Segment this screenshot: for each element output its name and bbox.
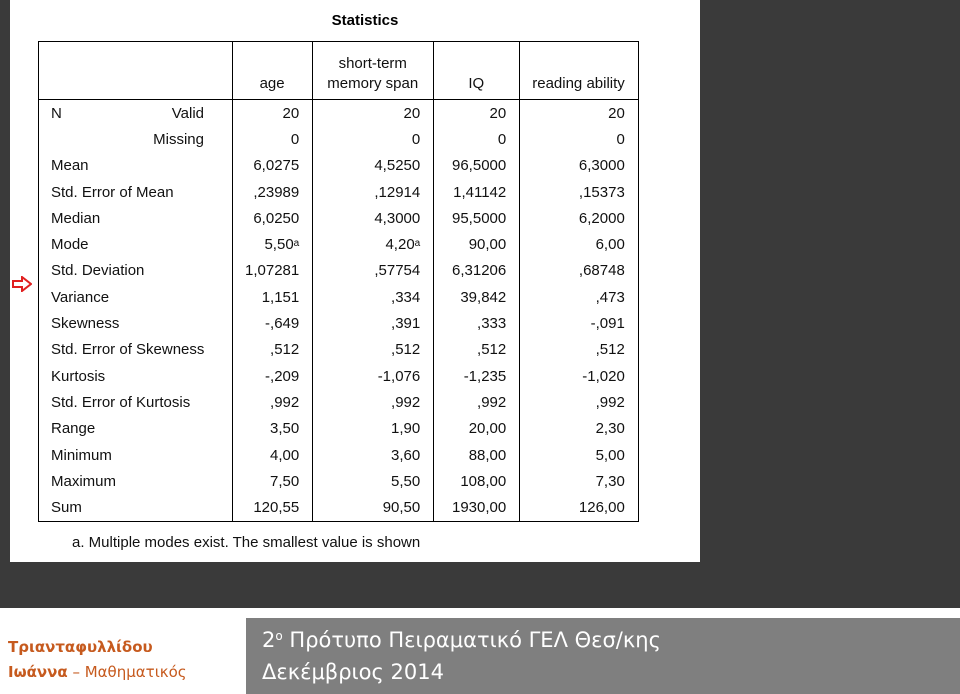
cell-value: 6,3000 <box>578 157 625 175</box>
cell-reading-ability <box>520 310 639 336</box>
table-row <box>39 468 639 494</box>
cell-age <box>233 416 313 442</box>
right-arrow-icon <box>12 276 32 292</box>
row-sublabel: Valid <box>129 100 233 127</box>
school-number: 2 <box>262 628 276 652</box>
cell-memory-span <box>313 258 434 284</box>
cell-value: 108,00 <box>460 472 507 490</box>
cell-reading-ability <box>520 126 639 152</box>
cell-reading-ability <box>520 337 639 363</box>
table-row <box>39 100 639 127</box>
cell-value: 7,50 <box>270 472 300 490</box>
row-label: Std. Error of Mean <box>39 179 233 205</box>
cell-value: 20 <box>403 104 421 122</box>
cell-reading-ability <box>520 363 639 389</box>
cell-value: ,391 <box>391 315 421 333</box>
cell-value: 5,00 <box>595 446 625 464</box>
cell-age <box>233 389 313 415</box>
cell-memory-span <box>313 284 434 310</box>
cell-iq <box>434 416 520 442</box>
cell-value: -,091 <box>590 315 625 333</box>
cell-memory-span <box>313 494 434 521</box>
row-label: Skewness <box>39 310 233 336</box>
table-row <box>39 337 639 363</box>
column-header-iq: IQ <box>434 42 520 100</box>
footer-bar <box>246 618 960 694</box>
author-name: Τριανταφυλλίδου <box>8 638 153 656</box>
footer-date: Δεκέμβριος 2014 <box>262 660 444 684</box>
cell-age <box>233 258 313 284</box>
table-row <box>39 389 639 415</box>
row-label: Maximum <box>39 468 233 494</box>
cell-value: 120,55 <box>253 499 300 517</box>
cell-reading-ability <box>520 258 639 284</box>
cell-value: 20 <box>489 104 507 122</box>
table-footnote: a. Multiple modes exist. The smallest value is shown <box>72 534 421 551</box>
table-row <box>39 205 639 231</box>
cell-value: 90,50 <box>382 499 421 517</box>
cell-memory-span <box>313 179 434 205</box>
cell-value: 0 <box>290 130 300 148</box>
table-body <box>39 100 639 522</box>
cell-value: 1,41142 <box>453 183 507 201</box>
cell-value: 6,00 <box>595 236 625 254</box>
row-label <box>39 126 130 152</box>
cell-iq <box>434 494 520 521</box>
cell-value: 95,5000 <box>452 209 507 227</box>
mode-footnote-marker: a <box>414 238 421 250</box>
cell-iq <box>434 337 520 363</box>
table-row <box>39 416 639 442</box>
row-label: Range <box>39 416 233 442</box>
cell-value: 39,842 <box>460 288 507 306</box>
cell-value: 0 <box>411 130 421 148</box>
cell-age <box>233 310 313 336</box>
table-row <box>39 442 639 468</box>
cell-age <box>233 468 313 494</box>
cell-age <box>233 231 313 257</box>
cell-value: ,334 <box>391 288 421 306</box>
row-sublabel: Missing <box>129 126 233 152</box>
table-row <box>39 310 639 336</box>
cell-value: -,209 <box>265 367 300 385</box>
mode-footnote-marker: a <box>293 238 300 250</box>
cell-memory-span <box>313 468 434 494</box>
cell-value: 6,31206 <box>452 262 507 280</box>
cell-age <box>233 284 313 310</box>
cell-iq <box>434 258 520 284</box>
cell-value: 4,5250 <box>374 157 421 175</box>
cell-memory-span <box>313 416 434 442</box>
cell-value: ,473 <box>595 288 625 306</box>
school-ordinal: ο <box>275 629 283 643</box>
cell-age <box>233 179 313 205</box>
cell-reading-ability <box>520 389 639 415</box>
cell-value: ,57754 <box>374 262 421 280</box>
statistics-table <box>38 41 639 522</box>
author-box <box>0 618 236 694</box>
table-title: Statistics <box>331 12 399 29</box>
cell-reading-ability <box>520 100 639 127</box>
table-row <box>39 231 639 257</box>
cell-value: 3,60 <box>391 446 421 464</box>
cell-age <box>233 126 313 152</box>
table-row <box>39 126 639 152</box>
cell-iq <box>434 179 520 205</box>
cell-iq <box>434 363 520 389</box>
author-first-name: Ιωάννα <box>8 663 68 681</box>
cell-reading-ability <box>520 284 639 310</box>
column-header-reading-ability: reading ability <box>520 42 639 100</box>
cell-value: 1930,00 <box>452 499 507 517</box>
cell-value: 126,00 <box>578 499 625 517</box>
cell-iq <box>434 389 520 415</box>
table-row <box>39 363 639 389</box>
cell-value: ,512 <box>477 341 507 359</box>
statistics-output-panel <box>10 0 700 562</box>
cell-memory-span <box>313 231 434 257</box>
cell-memory-span <box>313 126 434 152</box>
cell-value: -,649 <box>265 315 300 333</box>
cell-value: ,12914 <box>374 183 421 201</box>
cell-value: ,992 <box>595 393 625 411</box>
row-label: Mean <box>39 153 233 179</box>
cell-value: 6,0275 <box>253 157 300 175</box>
cell-value: 20 <box>608 104 625 122</box>
cell-age <box>233 205 313 231</box>
row-label: Sum <box>39 494 233 521</box>
cell-memory-span <box>313 205 434 231</box>
cell-reading-ability <box>520 416 639 442</box>
author-role <box>8 663 187 681</box>
column-header-memory-span-line2: memory span <box>327 75 419 92</box>
cell-iq <box>434 153 520 179</box>
cell-reading-ability <box>520 468 639 494</box>
cell-iq <box>434 231 520 257</box>
author-profession: – Μαθηματικός <box>72 663 187 681</box>
table-row <box>39 494 639 521</box>
row-label: Std. Error of Skewness <box>39 337 233 363</box>
cell-memory-span <box>313 363 434 389</box>
cell-reading-ability <box>520 231 639 257</box>
cell-value: 4,3000 <box>374 209 421 227</box>
school-name: Πρότυπο Πειραματικό ΓΕΛ Θεσ/κης <box>289 628 661 652</box>
column-header-memory-span-line1: short-term <box>338 55 407 72</box>
cell-value: ,512 <box>270 341 300 359</box>
cell-reading-ability <box>520 179 639 205</box>
header-corner-cell <box>39 42 233 100</box>
cell-reading-ability <box>520 494 639 521</box>
cell-memory-span <box>313 442 434 468</box>
cell-value: -1,020 <box>582 367 625 385</box>
row-label: Mode <box>39 231 233 257</box>
cell-value: ,23989 <box>253 183 300 201</box>
cell-value: ,512 <box>391 341 421 359</box>
cell-value: -1,235 <box>463 367 507 385</box>
table-row <box>39 179 639 205</box>
cell-age <box>233 153 313 179</box>
table-row <box>39 153 639 179</box>
row-label: Minimum <box>39 442 233 468</box>
cell-memory-span <box>313 153 434 179</box>
cell-value: -1,076 <box>377 367 421 385</box>
cell-age <box>233 100 313 127</box>
cell-reading-ability <box>520 153 639 179</box>
cell-age <box>233 494 313 521</box>
cell-iq <box>434 126 520 152</box>
cell-value: ,333 <box>477 315 507 333</box>
cell-memory-span <box>313 389 434 415</box>
cell-value: 6,0250 <box>253 209 300 227</box>
cell-age <box>233 442 313 468</box>
cell-value: 20 <box>282 104 300 122</box>
cell-iq <box>434 468 520 494</box>
column-header-memory-span <box>313 42 434 100</box>
row-label: Median <box>39 205 233 231</box>
cell-reading-ability <box>520 205 639 231</box>
cell-value: 96,5000 <box>452 157 507 175</box>
cell-reading-ability <box>520 442 639 468</box>
cell-value: 5,50 <box>264 236 294 254</box>
cell-value: 0 <box>616 130 625 148</box>
cell-value: 90,00 <box>468 236 507 254</box>
row-label: Kurtosis <box>39 363 233 389</box>
cell-value: 5,50 <box>391 472 421 490</box>
column-header-age: age <box>233 42 313 100</box>
cell-value: ,992 <box>477 393 507 411</box>
cell-iq <box>434 205 520 231</box>
cell-memory-span <box>313 100 434 127</box>
cell-iq <box>434 310 520 336</box>
cell-value: 3,50 <box>270 420 300 438</box>
cell-value: 4,00 <box>270 446 300 464</box>
cell-memory-span <box>313 310 434 336</box>
cell-value: 6,2000 <box>578 209 625 227</box>
cell-age <box>233 363 313 389</box>
cell-value: 2,30 <box>595 420 625 438</box>
cell-age <box>233 337 313 363</box>
cell-value: ,992 <box>391 393 421 411</box>
row-label: N <box>51 104 62 122</box>
cell-value: 1,151 <box>261 288 300 306</box>
cell-iq <box>434 442 520 468</box>
row-label: Variance <box>39 284 233 310</box>
table-row <box>39 284 639 310</box>
cell-iq <box>434 100 520 127</box>
cell-value: 1,90 <box>391 420 421 438</box>
table-row <box>39 258 639 284</box>
row-label: Std. Deviation <box>39 258 233 284</box>
cell-iq <box>434 284 520 310</box>
cell-value: ,512 <box>595 341 625 359</box>
cell-value: 4,20 <box>385 236 415 254</box>
table-header-row <box>39 42 639 100</box>
cell-value: ,15373 <box>578 183 625 201</box>
cell-value: 88,00 <box>468 446 507 464</box>
row-label: Std. Error of Kurtosis <box>39 389 233 415</box>
cell-value: 1,07281 <box>245 262 300 280</box>
cell-value: 7,30 <box>595 472 625 490</box>
cell-value: 0 <box>497 130 507 148</box>
cell-value: 20,00 <box>468 420 507 438</box>
cell-value: ,68748 <box>578 262 625 280</box>
cell-value: ,992 <box>270 393 300 411</box>
cell-memory-span <box>313 337 434 363</box>
school-line <box>262 628 661 652</box>
